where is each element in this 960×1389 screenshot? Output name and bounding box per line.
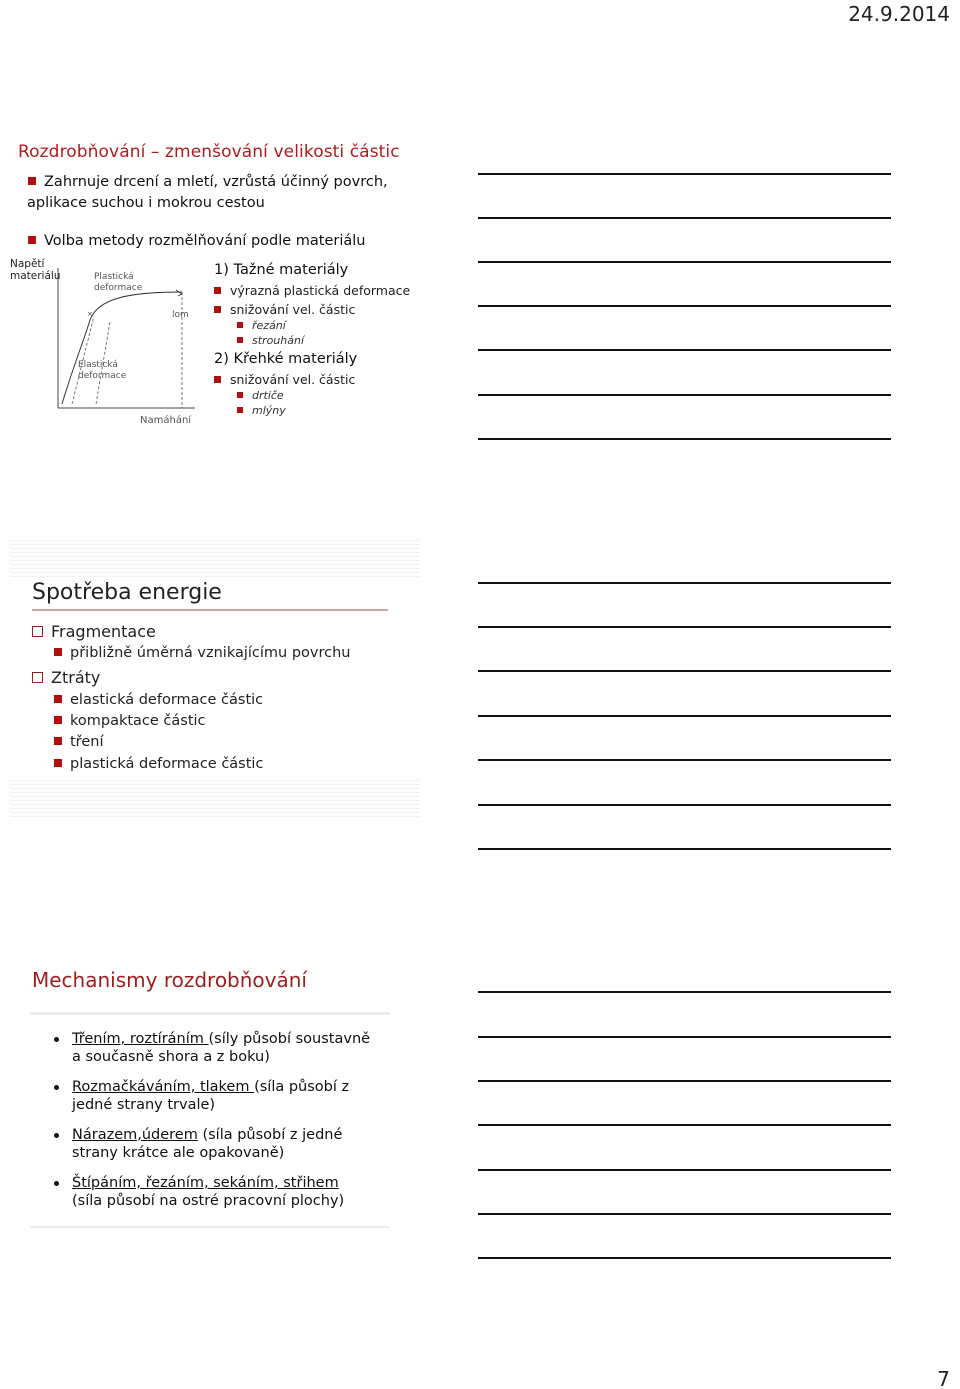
square-bullet-icon: [54, 737, 62, 745]
ztraty-item: plastická deformace částic: [54, 756, 263, 772]
ztraty-heading: Ztráty: [32, 668, 100, 687]
note-line: [478, 804, 891, 806]
hollow-square-bullet-icon: [32, 672, 43, 683]
x-axis-label: Namáhání: [140, 415, 192, 426]
ductile-subitem: strouhání: [237, 334, 304, 347]
slide-background-stripes: [10, 540, 420, 580]
square-bullet-icon: [214, 287, 221, 294]
brittle-subitem: mlýny: [237, 404, 286, 417]
bullet-intro-line2: aplikace suchou i mokrou cestou: [27, 195, 265, 211]
note-line: [478, 349, 891, 351]
note-line: [478, 759, 891, 761]
slide-fragmentation-mechanisms: [10, 940, 420, 1240]
bullet-intro-line1: Zahrnuje drcení a mletí, vzrůstá účinný povrch,: [28, 174, 388, 190]
mechanism-item: Třením, roztíráním (síly působí soustavně a současně shora a z boku): [72, 1030, 412, 1066]
bullet-method-choice: Volba metody rozmělňování podle materiálu: [28, 233, 366, 249]
mechanism-item: Štípáním, řezáním, sekáním, střihem (síla působí na ostré pracovní plochy): [72, 1174, 412, 1210]
brittle-subitem: drtiče: [237, 389, 284, 402]
note-line: [478, 670, 891, 672]
square-bullet-icon: [54, 695, 62, 703]
stress-strain-diagram: [10, 250, 210, 440]
note-line: [478, 991, 891, 993]
note-line: [478, 715, 891, 717]
slide-fragmentation-overview: [10, 130, 420, 440]
page-number: 7: [937, 1367, 950, 1389]
square-bullet-icon: [54, 716, 62, 724]
mechanism-item: Nárazem,úderem (síla působí z jedné strany krátce ale opakovaně): [72, 1126, 412, 1162]
ztraty-item: elastická deformace částic: [54, 692, 263, 708]
brittle-item: snižování vel. částic: [214, 372, 355, 387]
ductile-heading: 1) Tažné materiály: [214, 262, 349, 278]
slide-background-stripes: [10, 780, 420, 818]
note-line: [478, 1124, 891, 1126]
round-bullet-icon: [54, 1085, 59, 1090]
brittle-heading: 2) Křehké materiály: [214, 351, 358, 367]
note-line: [478, 1213, 891, 1215]
mechanism-item: Rozmačkáváním, tlakem (síla působí z jedné strany trvale): [72, 1078, 412, 1114]
break-label: lom: [172, 310, 189, 320]
elastic-deformation-label: Elastická deformace: [78, 360, 127, 381]
fragmentace-item: přibližně úměrná vznikajícímu povrchu: [54, 645, 350, 661]
slide-energy-consumption: [10, 540, 420, 820]
square-bullet-icon: [54, 648, 62, 656]
square-bullet-icon: [214, 306, 221, 313]
square-bullet-icon: [237, 322, 243, 328]
slide-title: Mechanismy rozdrobňování: [32, 968, 307, 992]
slide-title: Rozdrobňování – zmenšování velikosti částic: [18, 142, 400, 162]
note-line: [478, 582, 891, 584]
note-line: [478, 1169, 891, 1171]
square-bullet-icon: [237, 392, 243, 398]
note-line: [478, 394, 891, 396]
note-line: [478, 438, 891, 440]
square-bullet-icon: [237, 337, 243, 343]
note-line: [478, 1036, 891, 1038]
round-bullet-icon: [54, 1181, 59, 1186]
svg-text:×: ×: [87, 310, 93, 318]
plastic-deformation-label: Plastická deformace: [94, 272, 143, 293]
note-line: [478, 261, 891, 263]
ductile-item: snižování vel. částic: [214, 302, 355, 317]
round-bullet-icon: [54, 1133, 59, 1138]
ztraty-item: kompaktace částic: [54, 713, 206, 729]
square-bullet-icon: [28, 236, 36, 244]
title-underline: [30, 1012, 390, 1015]
note-line: [478, 217, 891, 219]
title-underline: [32, 609, 388, 611]
square-bullet-icon: [237, 407, 243, 413]
fragmentace-heading: Fragmentace: [32, 622, 156, 641]
hollow-square-bullet-icon: [32, 626, 43, 637]
ztraty-item: tření: [54, 734, 103, 750]
slide-bottom-rule: [30, 1226, 390, 1228]
round-bullet-icon: [54, 1037, 59, 1042]
square-bullet-icon: [28, 177, 36, 185]
note-line: [478, 173, 891, 175]
ductile-item: výrazná plastická deformace: [214, 283, 410, 298]
y-axis-label: Napětí materiálu: [10, 258, 61, 282]
note-line: [478, 1257, 891, 1259]
square-bullet-icon: [54, 759, 62, 767]
note-line: [478, 305, 891, 307]
slide-title: Spotřeba energie: [32, 580, 222, 605]
square-bullet-icon: [214, 376, 221, 383]
print-date: 24.9.2014: [848, 2, 950, 26]
ductile-subitem: řezání: [237, 319, 286, 332]
note-line: [478, 1080, 891, 1082]
note-line: [478, 848, 891, 850]
note-line: [478, 626, 891, 628]
